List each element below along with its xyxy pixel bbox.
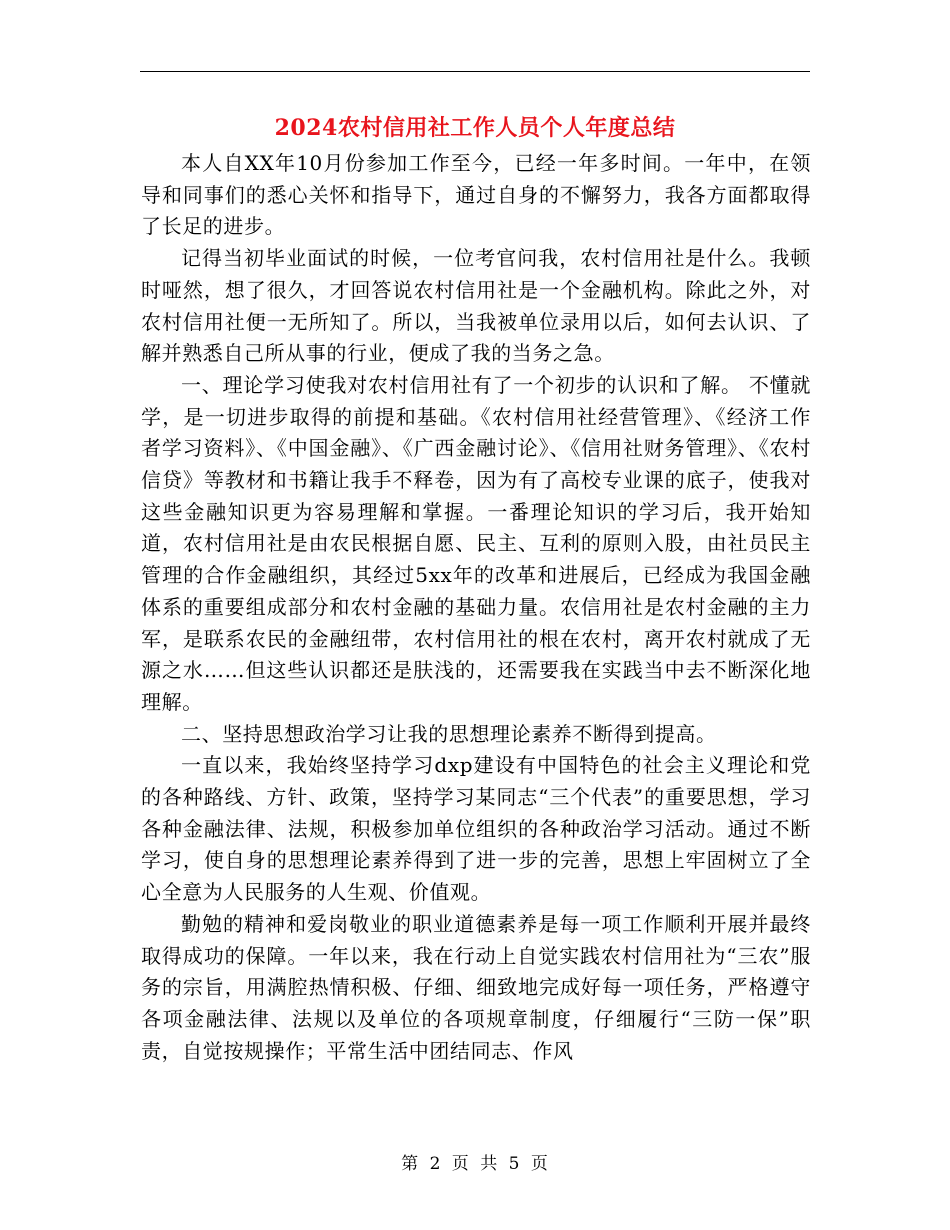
paragraph-theory-study: 一、理论学习使我对农村信用社有了一个初步的认识和了解。 不懂就学，是一切进步取得的前提和基础。《农村信用社经营管理》、《经济工作者学习资料》、《中国金融》、《广西金融讨论》、《信用社财务管理》、《农村信贷》等教材和书籍让我手不释卷，因为有了高校专业课的底子，使我对这些金融知识更为容易理解和掌握。一番理论知识的学习后，我开始知道，农村信用社是由农民根据自愿、民主、互利的原则入股，由社员民主管理的合作金融组织，其经过5xx年的改革和进展后，已经成为我国金融体系的重要组成部分和农村金融的基础力量。农信用社是农村金融的主力军，是联系农民的金融纽带，农村信用社的根在农村，离开农村就成了无源之水……但这些认识都还是肤浅的，还需要我在实践当中去不断深化地理解。 bbox=[141, 372, 811, 714]
footer-page-word: 页 bbox=[451, 1154, 470, 1174]
footer-current-page: 2 bbox=[429, 1154, 442, 1174]
footer-suffix: 页 bbox=[530, 1154, 549, 1174]
footer-total-pages: 5 bbox=[508, 1154, 521, 1174]
page-footer bbox=[0, 1152, 950, 1176]
document-body bbox=[141, 148, 811, 1067]
paragraph-political-study: 一直以来，我始终坚持学习dxp建设有中国特色的社会主义理论和党的各种路线、方针、政策，坚持学习某同志“三个代表”的重要思想，学习各种金融法律、法规，积极参加单位组织的各种政治学习活动。通过不断学习，使自身的思想理论素养得到了进一步的完善，思想上牢固树立了全心全意为人民服务的人生观、价值观。 bbox=[141, 753, 811, 905]
footer-total-word: 共 bbox=[480, 1154, 499, 1174]
paragraph-intro: 本人自XX年10月份参加工作至今，已经一年多时间。一年中，在领导和同事们的悉心关怀和指导下，通过自身的不懈努力，我各方面都取得了长足的进步。 bbox=[141, 151, 811, 239]
paragraph-interview: 记得当初毕业面试的时候，一位考官问我，农村信用社是什么。我顿时哑然，想了很久，才回答说农村信用社是一个金融机构。除此之外，对农村信用社便一无所知了。所以，当我被单位录用以后，如何去认识、了解并熟悉自己所从事的行业，便成了我的当务之急。 bbox=[141, 246, 811, 366]
paragraph-work-ethic: 勤勉的精神和爱岗敬业的职业道德素养是每一项工作顺利开展并最终取得成功的保障。一年以来，我在行动上自觉实践农村信用社为“三农”服务的宗旨，用满腔热情积极、仔细、细致地完成好每一项任务，严格遵守各项金融法律、法规以及单位的各项规章制度，仔细履行“三防一保”职责，自觉按规操作；平常生活中团结同志、作风 bbox=[141, 911, 811, 1063]
paragraph-section-two-heading: 二、坚持思想政治学习让我的思想理论素养不断得到提高。 bbox=[181, 721, 717, 746]
document-title: 2024农村信用社工作人员个人年度总结 bbox=[274, 115, 676, 141]
footer-prefix: 第 bbox=[401, 1154, 420, 1174]
header-rule bbox=[140, 71, 810, 72]
